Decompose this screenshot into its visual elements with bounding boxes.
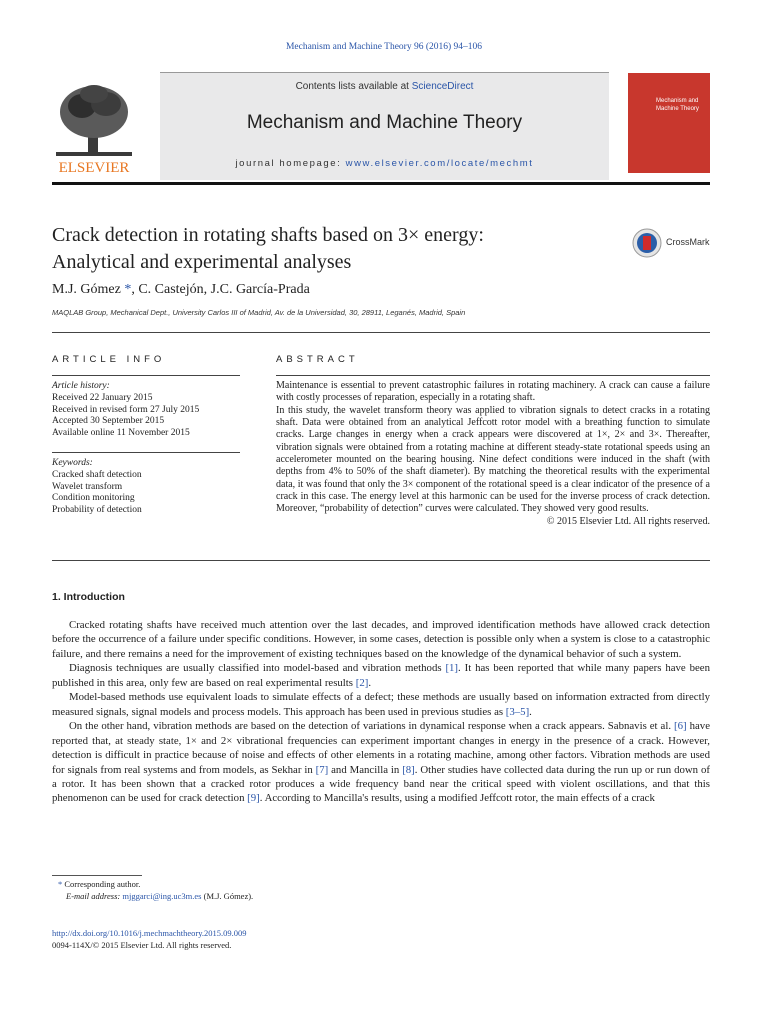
abstract-paragraph: Maintenance is essential to prevent catastrophic failures in rotating machinery. A crack can cause a failure with costly processes of reparation, especially in a rotating shaft.: [276, 380, 710, 404]
email-suffix: (M.J. Gómez).: [201, 890, 254, 901]
keywords-rule: [52, 452, 240, 453]
text-run: Model-based methods use equivalent loads to simulate effects of a defect; these methods are usually based on information extracted from directly measured signals, signal models and process models. This approach has been used in previous studies as: [52, 691, 710, 718]
text-run: On the other hand, vibration methods are based on the detection of variations in dynamical response when a crack appears. Sabnavis et al.: [69, 720, 675, 733]
text-run: .: [529, 705, 532, 718]
text-run: . It has been reported that while many papers have been published in this area, only few are based on real experimental results: [52, 662, 710, 689]
text-run: have reported that, at steady state, 1× and 2× vibrational frequencies can experiment important changes in energy in the presence of a crack. However, detection is difficult in practice because of noise and effects of other elements in a rotating machine, among other factors. Vibration methods are used for signals from real systems and from models, as Sekhar in: [52, 720, 710, 776]
reference-link-6[interactable]: [6]: [674, 720, 687, 733]
article-history: [52, 381, 240, 440]
body-paragraph: [52, 719, 710, 806]
reference-link-7[interactable]: [7]: [315, 763, 329, 776]
divider: [52, 332, 710, 333]
reference-link-2[interactable]: [2]: [355, 676, 369, 689]
reference-link-9[interactable]: [9]: [247, 792, 260, 805]
keywords-label: Keywords:: [52, 458, 93, 468]
doi-link[interactable]: http://dx.doi.org/10.1016/j.mechmachtheory.2015.09.009: [52, 928, 247, 938]
article-title: [52, 222, 612, 276]
footnote-text: Corresponding author.: [62, 879, 141, 889]
history-label: Article history:: [52, 381, 110, 391]
text-run: . Other studies have collected data during the run up or run down of a rotor. It has been shown that a cracked rotor produces a wide frequency band near the critical speed with violent oscillations, and that this phenomenon can be used for crack detection: [52, 763, 710, 805]
keyword-item: Probability of detection: [52, 505, 142, 516]
article-info-heading: ARTICLE INFO: [52, 354, 166, 365]
contents-prefix: Contents lists available at: [295, 81, 412, 92]
abstract-body: [276, 380, 710, 528]
history-item: Received in revised form 27 July 2015: [52, 404, 200, 415]
history-item: Available online 11 November 2015: [52, 428, 190, 439]
crossmark-label: CrossMark: [666, 237, 710, 247]
corresponding-author-link[interactable]: *: [120, 282, 132, 297]
elsevier-wordmark: ELSEVIER: [58, 160, 130, 176]
homepage-prefix: journal homepage:: [235, 158, 346, 169]
abstract-copyright: © 2015 Elsevier Ltd. All rights reserved.: [546, 515, 710, 527]
history-item: Received 22 January 2015: [52, 392, 153, 403]
keyword-item: Cracked shaft detection: [52, 469, 142, 480]
contents-available: [160, 81, 609, 92]
footnote-email: [52, 891, 253, 903]
author-list: [52, 282, 310, 298]
author-gomez: M.J. Gómez: [52, 282, 121, 297]
keywords: [52, 458, 240, 517]
reference-link-8[interactable]: [8]: [402, 763, 415, 776]
introduction-body: [52, 618, 710, 806]
reference-link-3-5[interactable]: [3–5]: [505, 705, 530, 718]
issn-copyright: 0094-114X/© 2015 Elsevier Ltd. All rights reserved.: [52, 939, 232, 950]
history-item: Accepted 30 September 2015: [52, 416, 165, 427]
cover-title: Mechanism and Machine Theory: [656, 98, 699, 112]
footnote-mark[interactable]: *: [58, 879, 63, 889]
body-paragraph: Cracked rotating shafts have received much attention over the last decades, and improved identification methods have allowed crack detection before the occurrence of a failure under specific conditions. However, in some cases, detection is possible only when a system is close to a catastrophic failure, and there remains a need for the improvement of existing techniques based on the knowledge of the dynamical behavior of such a system.: [52, 619, 710, 660]
journal-cover[interactable]: [628, 73, 710, 173]
abstract-rule: [276, 375, 710, 376]
journal-homepage: [160, 158, 609, 169]
keyword-item: Wavelet transform: [52, 481, 123, 492]
affiliation: MAQLAB Group, Mechanical Dept., University Carlos III of Madrid, Av. de la Universidad, 30, 28911, Leganés, Madrid, Spain: [52, 308, 466, 317]
crossmark-button[interactable]: [632, 228, 716, 256]
reference-link-1[interactable]: [1]: [445, 662, 459, 675]
footnote-corresponding: [52, 879, 253, 891]
journal-reference-link[interactable]: Mechanism and Machine Theory 96 (2016) 94–106: [285, 42, 483, 52]
homepage-link[interactable]: www.elsevier.com/locate/mechmt: [345, 158, 534, 169]
journal-title: Mechanism and Machine Theory: [246, 112, 523, 133]
text-run: and Mancilla in: [328, 763, 403, 776]
text-run: .: [368, 676, 372, 689]
body-paragraph: [52, 690, 710, 719]
title-line-2: Analytical and experimental analyses: [52, 251, 352, 273]
title-line-1: Crack detection in rotating shafts based on 3× energy:: [52, 224, 484, 246]
text-run: . According to Mancilla's results, using a modified Jeffcott rotor, the main effects of a crack: [259, 792, 655, 805]
body-paragraph: [52, 661, 710, 690]
sciencedirect-link[interactable]: ScienceDirect: [411, 81, 474, 92]
abstract-heading: ABSTRACT: [276, 354, 359, 365]
header-rule: [52, 182, 710, 185]
article-info-rule: [52, 375, 240, 376]
email-label: E-mail address:: [66, 890, 121, 901]
keyword-item: Condition monitoring: [52, 493, 135, 504]
crossmark-icon: [632, 228, 662, 258]
other-authors: , C. Castejón, J.C. García-Prada: [131, 282, 310, 297]
footnote-rule: [52, 875, 142, 876]
header-top-line: [160, 72, 609, 73]
text-run: Diagnosis techniques are usually classified into model-based and vibration methods: [69, 662, 446, 675]
divider: [52, 560, 710, 561]
footnote: [52, 879, 253, 902]
doi-block: [52, 928, 247, 951]
elsevier-logo: [52, 80, 136, 176]
email-link[interactable]: mjggarci@ing.uc3m.es: [122, 890, 202, 901]
abstract-paragraph: In this study, the wavelet transform theory was applied to vibration signals to detect cracks in a rotating shaft. Data were obtained from an analytical Jeffcott rotor model with a breathing function to simulate cracks. Large changes in energy when a crack appears were discovered at 1×, 2× and 3×. Thereafter, vibration signals were obtained from a rotating machine at different steady-state rotational speeds using an accelerometer mounted on the bearing housing. Nine defect conditions were induced in the shaft (with depths from 4% to 50% of the shaft diameter). By matching the theoretical results with the experimental data, it was found that only the 3× component of the rotational speed is a clear indicator of the presence of a crack in this case. The energy level at this harmonic can be used for the inverse process of crack detection. Moreover, “probability of detection” curves were calculated. They showed very good results.: [276, 404, 710, 515]
introduction-heading: 1. Introduction: [52, 591, 125, 603]
